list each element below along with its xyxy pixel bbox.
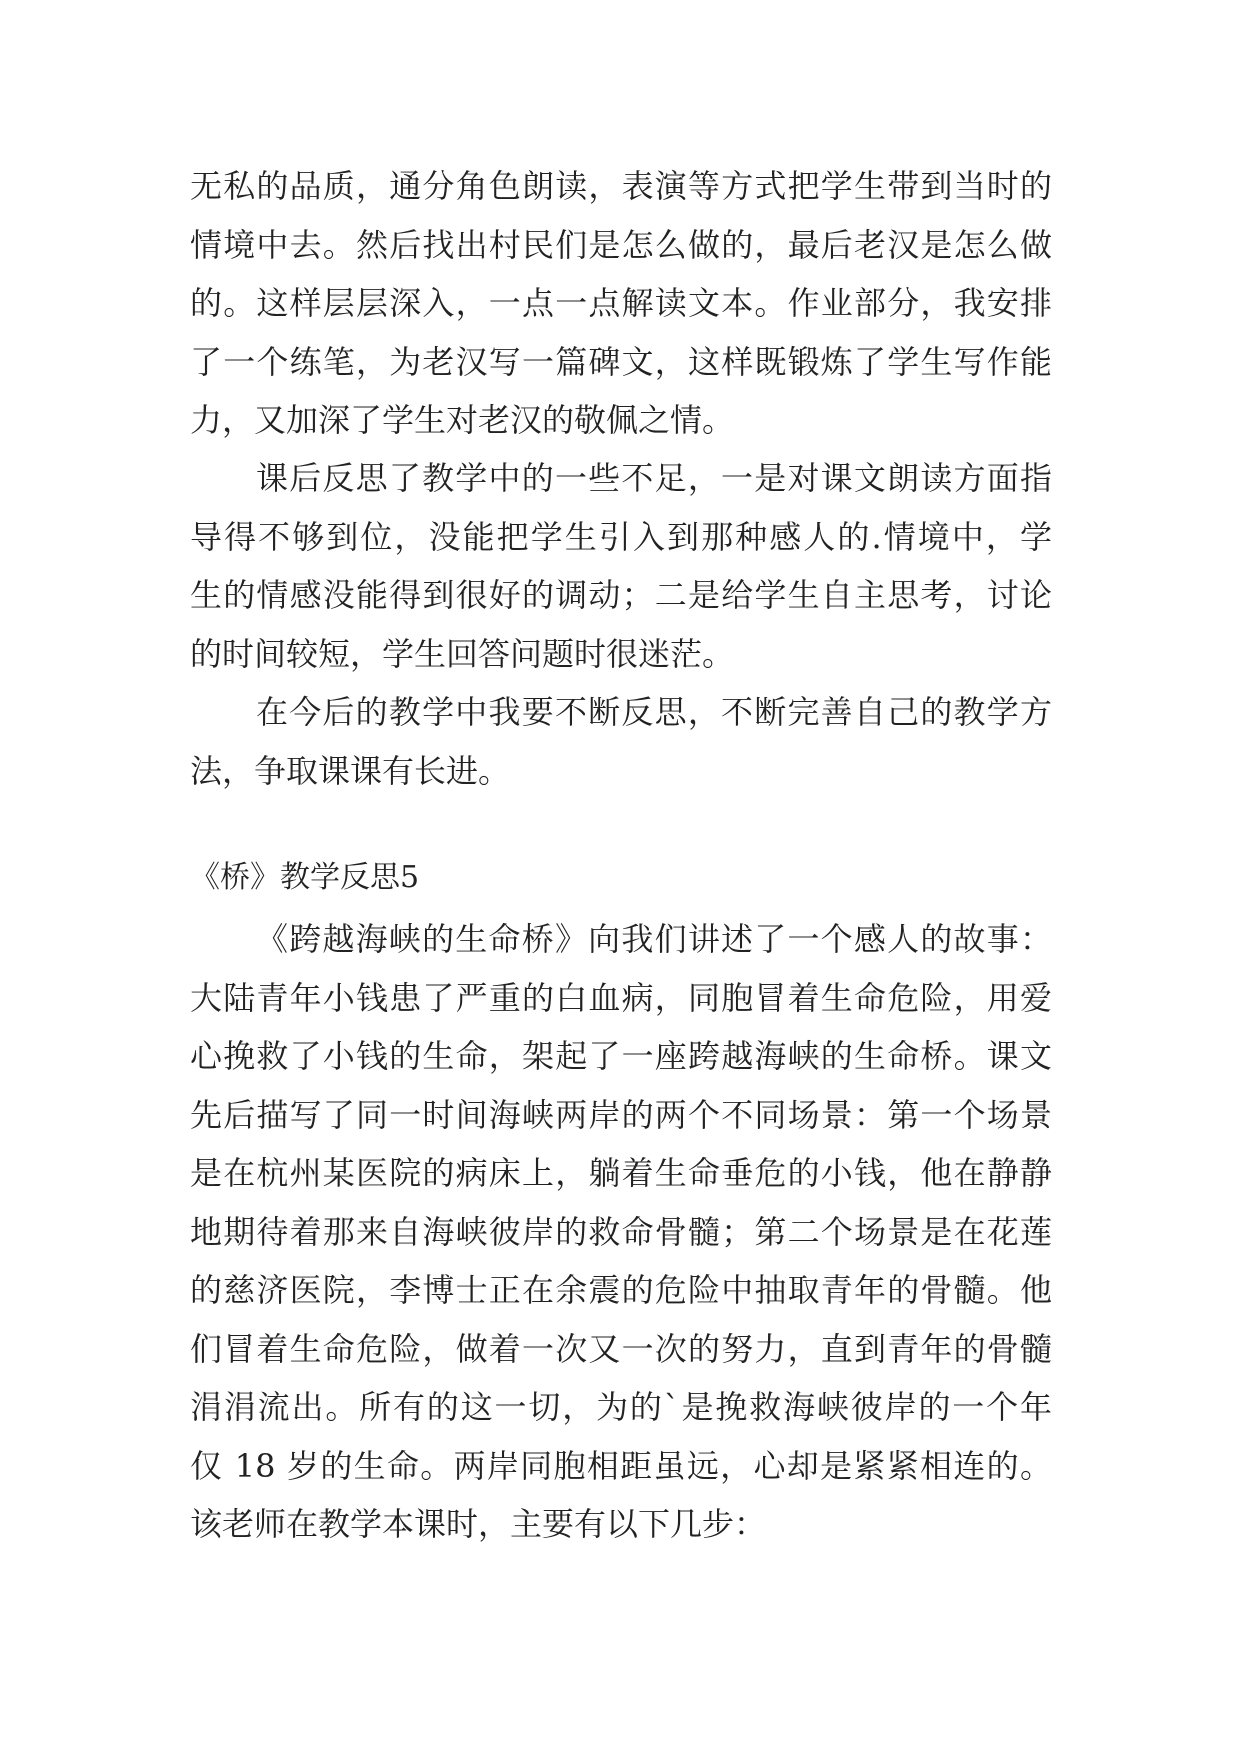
text-line: 该老师在教学本课时，主要有以下几步： bbox=[190, 1505, 767, 1543]
text-line: 情境中去。然后找出村民们是怎么做的，最后老汉是怎么做 bbox=[190, 225, 1052, 264]
text-line: 《跨越海峡的生命桥》向我们讲述了一个感人的故事： bbox=[256, 920, 1052, 958]
text-line: 们冒着生命危险，做着一次又一次的努力，直到青年的骨髓 bbox=[190, 1329, 1052, 1368]
text-line: 导得不够到位，没能把学生引入到那种感人的.情境中，学 bbox=[190, 517, 1052, 556]
text-line: 力，又加深了学生对老汉的敬佩之情。 bbox=[190, 401, 735, 439]
text-line: 无私的品质，通分角色朗读，表演等方式把学生带到当时的 bbox=[190, 167, 1052, 205]
paragraph-future bbox=[190, 683, 1052, 800]
section-title: 《桥》教学反思5 bbox=[190, 860, 420, 895]
text-line: 仅 18 岁的生命。两岸同胞相距虽远，心却是紧紧相连的。 bbox=[190, 1446, 1052, 1485]
paragraph-continued bbox=[190, 157, 1052, 450]
paragraph-shortcomings bbox=[190, 449, 1052, 683]
text-line: 法，争取课课有长进。 bbox=[190, 751, 511, 790]
section-heading bbox=[190, 849, 1052, 907]
text-line: 的时间较短，学生回答问题时很迷茫。 bbox=[190, 634, 735, 673]
text-line: 在今后的教学中我要不断反思，不断完善自己的教学方 bbox=[256, 693, 1052, 731]
text-line: 先后描写了同一时间海峡两岸的两个不同场景：第一个场景 bbox=[190, 1095, 1052, 1134]
text-line: 的。这样层层深入，一点一点解读文本。作业部分，我安排 bbox=[190, 284, 1052, 322]
text-line: 地期待着那来自海峡彼岸的救命骨髓；第二个场景是在花莲 bbox=[190, 1212, 1052, 1251]
text-line: 了一个练笔，为老汉写一篇碑文，这样既锻炼了学生写作能 bbox=[190, 342, 1052, 381]
text-line: 是在杭州某医院的病床上，躺着生命垂危的小钱，他在静静 bbox=[190, 1154, 1052, 1192]
text-line: 的慈济医院，李博士正在余震的危险中抽取青年的骨髓。他 bbox=[190, 1271, 1052, 1309]
text-line: 心挽救了小钱的生命，架起了一座跨越海峡的生命桥。课文 bbox=[190, 1037, 1052, 1075]
paragraph-bridge-of-life bbox=[190, 910, 1052, 1554]
text-line: 涓涓流出。所有的这一切，为的`是挽救海峡彼岸的一个年 bbox=[190, 1388, 1052, 1426]
text-line: 大陆青年小钱患了严重的白血病，同胞冒着生命危险，用爱 bbox=[190, 978, 1052, 1017]
text-line: 生的情感没能得到很好的调动；二是给学生自主思考，讨论 bbox=[190, 576, 1052, 614]
text-line: 课后反思了教学中的一些不足，一是对课文朗读方面指 bbox=[256, 459, 1052, 497]
